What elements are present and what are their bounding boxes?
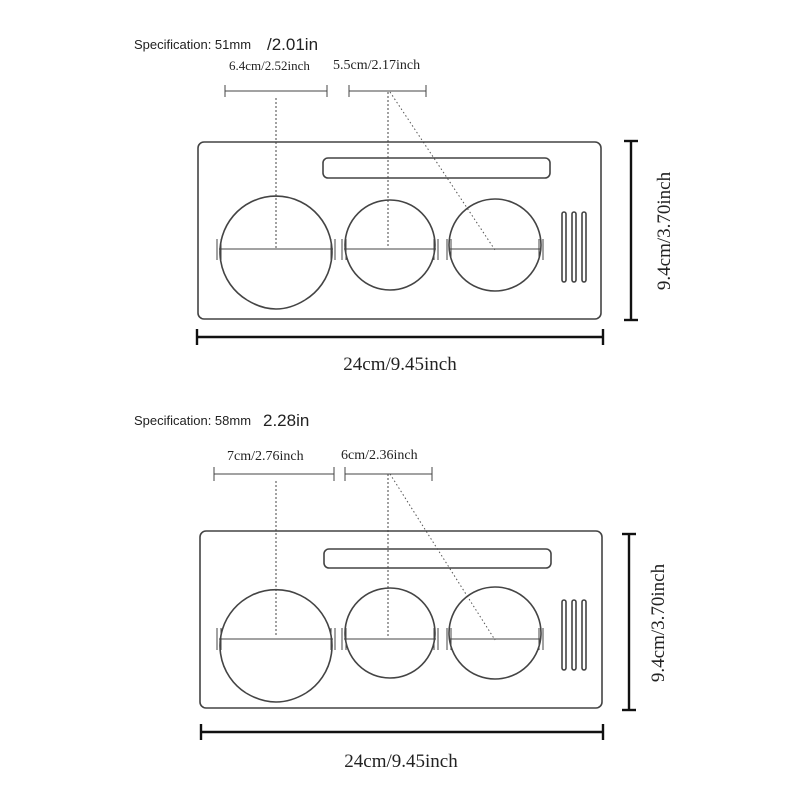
small-hole-dimension [341,448,432,481]
spec-value: /2.01in [267,35,319,54]
spec-label: Specification: 51mm [134,37,252,52]
height-dimension [624,141,675,320]
small-hole-1 [345,200,435,290]
diagram-51mm [134,35,675,375]
large-hole-dim-label: 6.4cm/2.52inch [229,58,310,73]
small-hole-2 [449,199,541,291]
card-slot [323,158,550,178]
width-dimension [197,329,603,375]
width-dimension [201,724,603,772]
card-slot [324,549,551,568]
pen-slots [562,600,586,670]
large-hole-dim-label: 7cm/2.76inch [227,449,304,464]
width-dim-label: 24cm/9.45inch [344,751,458,772]
pen-slots [562,212,586,282]
diagram-58mm [134,411,669,772]
width-dim-label: 24cm/9.45inch [343,354,457,375]
board-outline [198,142,601,319]
small-hole-2 [449,587,541,679]
leader-line [390,92,495,250]
spec-value: 2.28in [263,411,310,430]
small-hole-dim-label: 5.5cm/2.17inch [333,58,421,73]
large-hole-dimension [225,58,327,97]
leader-line [390,474,495,640]
small-hole-dimension [333,58,426,97]
small-hole-dim-label: 6cm/2.36inch [341,448,418,463]
height-dimension [622,534,669,710]
hole-notch [247,300,305,309]
height-dim-label: 9.4cm/3.70inch [654,171,675,291]
large-hole-dimension [214,449,334,481]
spec-label: Specification: 58mm [134,413,252,428]
board-outline [200,531,602,708]
hole-notch [246,693,306,702]
height-dim-label: 9.4cm/3.70inch [648,563,669,683]
small-hole-1 [345,588,435,678]
